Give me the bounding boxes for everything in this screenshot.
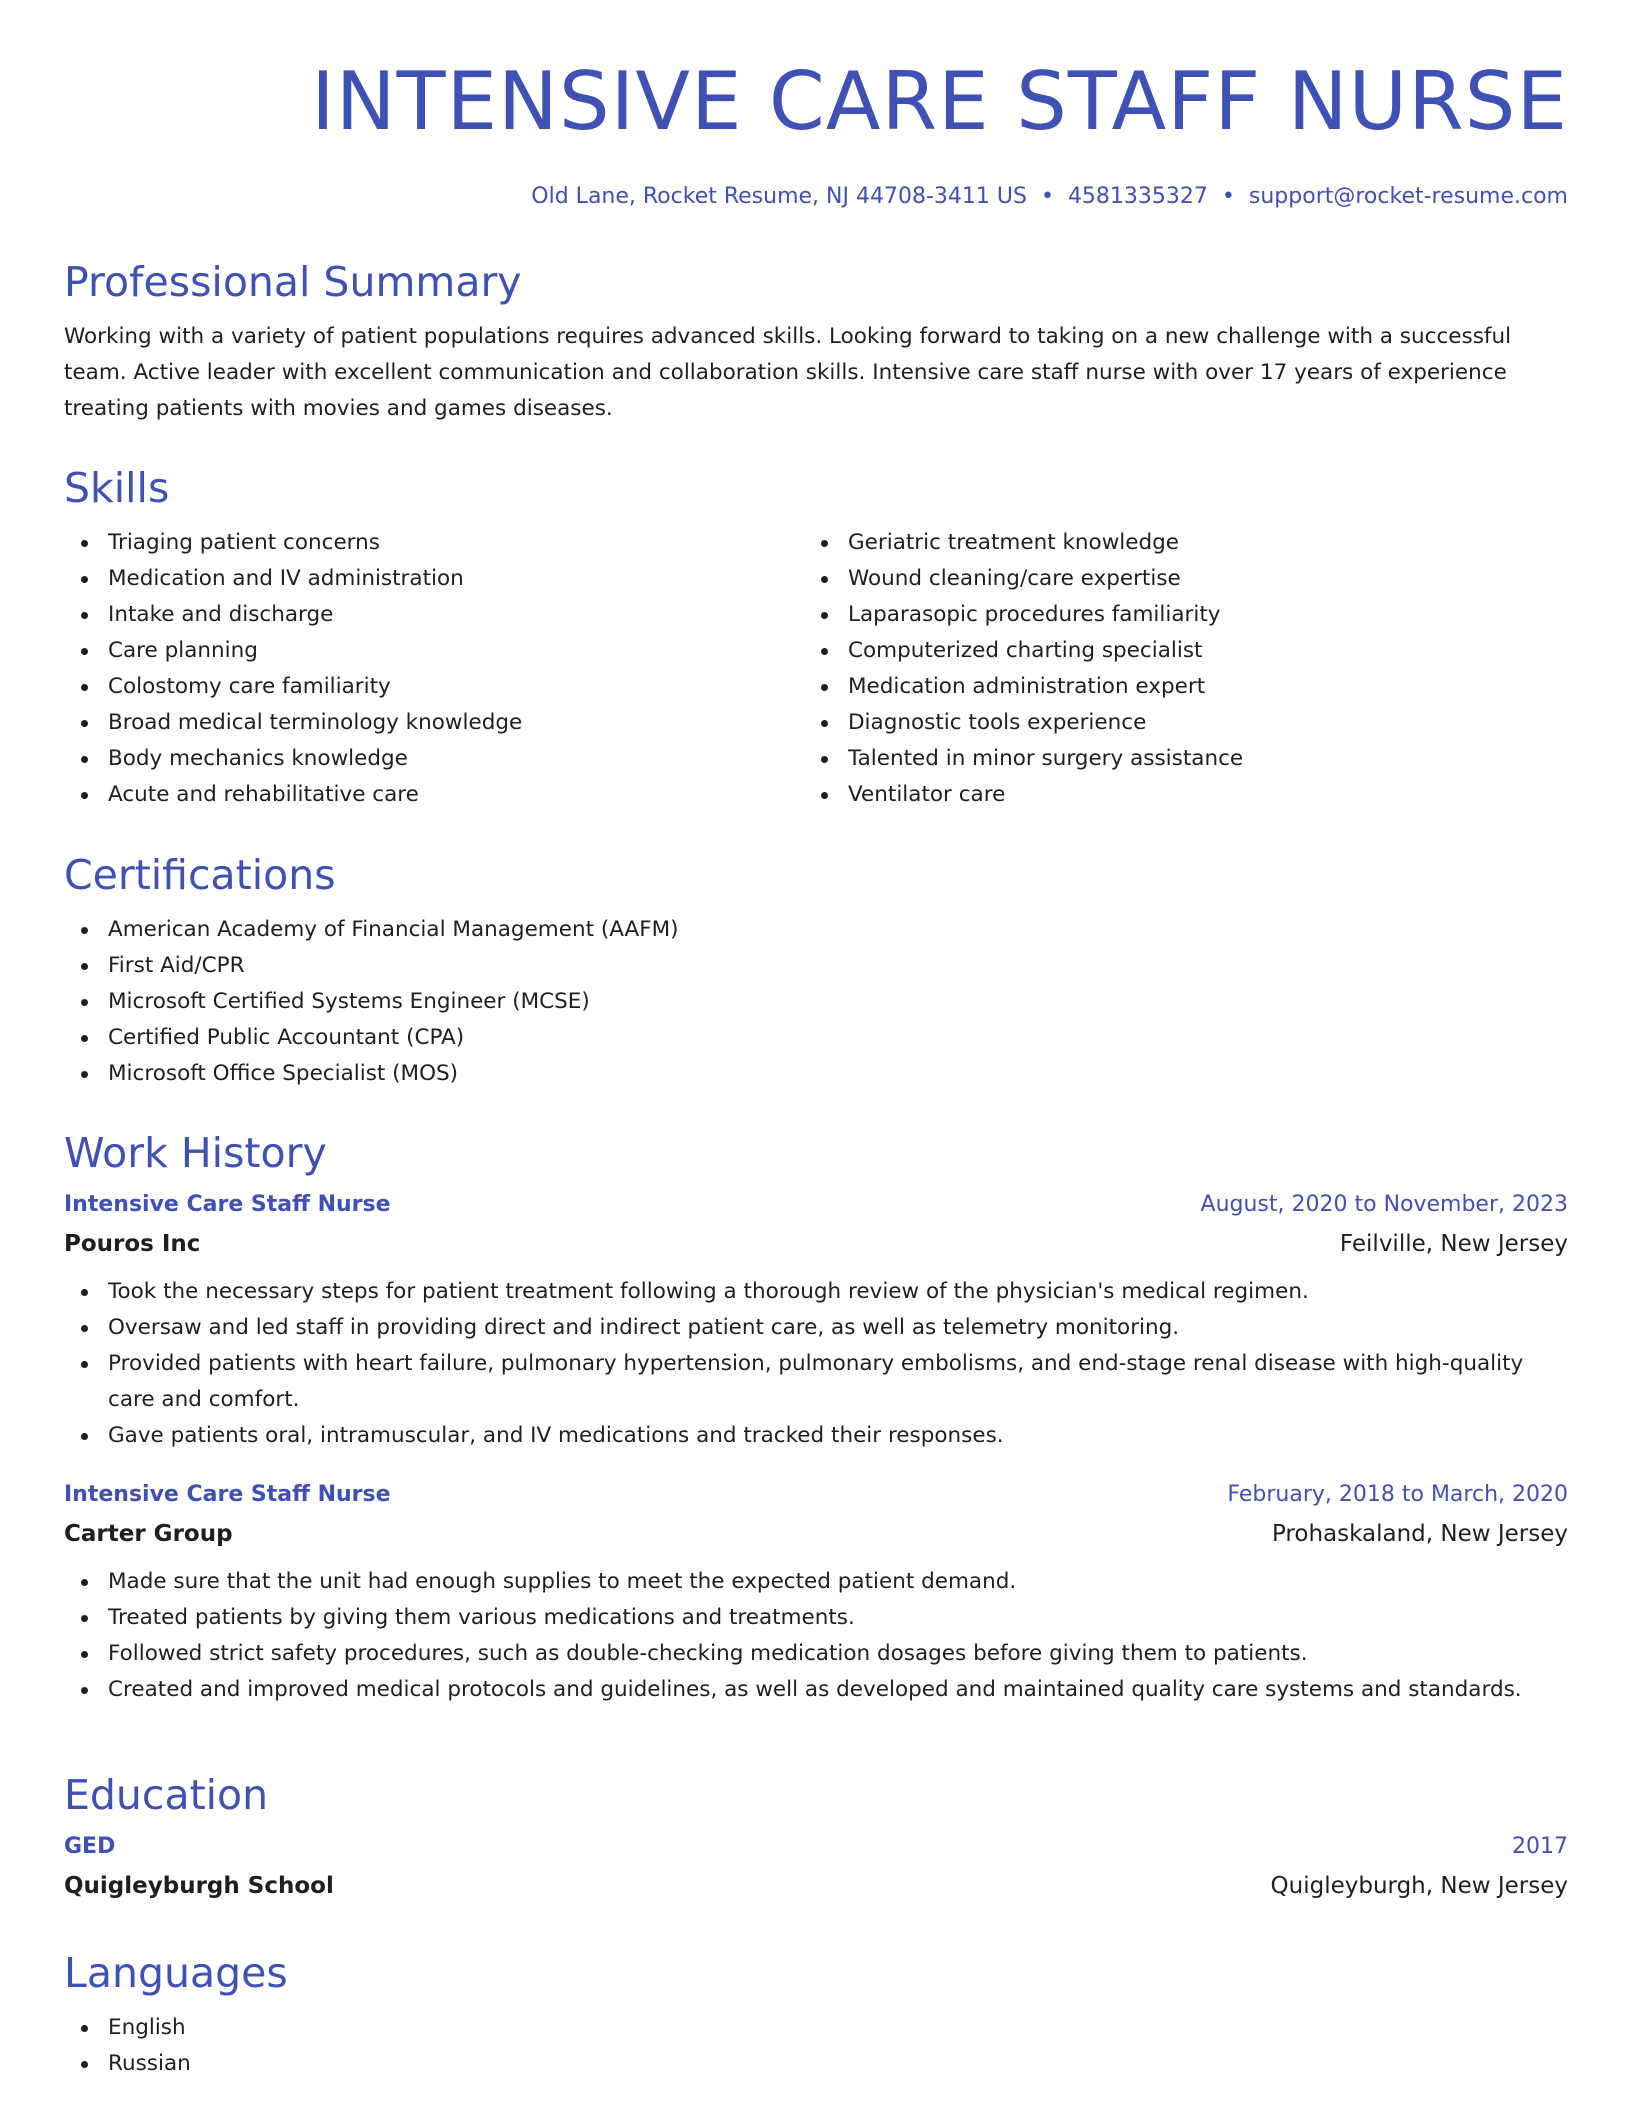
language-item: English (64, 2010, 1568, 2046)
contact-email[interactable]: support@rocket-resume.com (1248, 184, 1568, 209)
job-dates: February, 2018 to March, 2020 (1227, 1482, 1568, 1508)
section-title-summary: Professional Summary (64, 258, 522, 306)
job-location: Prohaskaland, New Jersey (1271, 1521, 1568, 1548)
job-entry (64, 1476, 1568, 1708)
job-bullet: Treated patients by giving them various medications and treatments. (64, 1600, 1568, 1636)
job-entry (64, 1186, 1568, 1454)
job-bullet: Took the necessary steps for patient treatment following a thorough review of the physician's medical regimen. (64, 1274, 1568, 1310)
job-location: Feilville, New Jersey (1339, 1231, 1568, 1258)
job-bullets (64, 1564, 1568, 1708)
education-header (64, 1828, 1568, 1866)
summary-text: Working with a variety of patient populations requires advanced skills. Looking forward to taking on a new challenge with a successful team. Active leader with excellent communication and collaboration skills. Intensive care staff nurse with over 17 years of experience treating patients with movies and games diseases. (64, 324, 1512, 422)
certification-item: Certified Public Accountant (CPA) (64, 1020, 1568, 1056)
job-bullet: Provided patients with heart failure, pulmonary hypertension, pulmonary embolisms, and end-stage renal disease with high-quality care and comfort. (64, 1346, 1568, 1418)
skill-item: Body mechanics knowledge (64, 741, 804, 777)
languages-section (64, 1949, 1568, 2082)
skill-item: Broad medical terminology knowledge (64, 705, 804, 741)
skills-grid (64, 525, 1568, 813)
education-location: Quigleyburgh, New Jersey (1270, 1873, 1568, 1900)
skills-section (64, 464, 1568, 813)
job-header (64, 1186, 1568, 1224)
certification-item: Microsoft Office Specialist (MOS) (64, 1056, 1568, 1092)
skills-list-left (64, 525, 804, 813)
education-degree: GED (64, 1834, 116, 1860)
contact-address: Old Lane, Rocket Resume, NJ 44708-3411 US (531, 184, 1027, 209)
job-company: Carter Group (64, 1521, 233, 1548)
education-year: 2017 (1512, 1834, 1568, 1860)
skill-item: Colostomy care familiarity (64, 669, 804, 705)
contact-phone[interactable]: 4581335327 (1067, 184, 1208, 209)
skills-list-right (804, 525, 1544, 813)
job-bullet: Oversaw and led staff in providing direct and indirect patient care, as well as telemetry monitoring. (64, 1310, 1568, 1346)
education-subheader (64, 1866, 1568, 1906)
skill-item: Triaging patient concerns (64, 525, 804, 561)
contact-separator: • (1040, 184, 1054, 209)
skill-item: Intake and discharge (64, 597, 804, 633)
language-item: Russian (64, 2046, 1568, 2082)
job-title: Intensive Care Staff Nurse (64, 1192, 391, 1218)
skill-item: Wound cleaning/care expertise (804, 561, 1544, 597)
skill-item: Care planning (64, 633, 804, 669)
summary-section (64, 258, 1568, 427)
certification-item: American Academy of Financial Management (AAFM) (64, 912, 1568, 948)
candidate-name: INTENSIVE CARE STAFF NURSE (311, 55, 1568, 148)
section-title-languages: Languages (64, 1949, 288, 1997)
job-dates: August, 2020 to November, 2023 (1200, 1192, 1568, 1218)
work-history-section (64, 1129, 1568, 1708)
job-header (64, 1476, 1568, 1514)
job-bullets (64, 1274, 1568, 1454)
skill-item: Diagnostic tools experience (804, 705, 1544, 741)
section-title-certifications: Certifications (64, 851, 336, 899)
job-bullet: Made sure that the unit had enough supplies to meet the expected patient demand. (64, 1564, 1568, 1600)
skill-item: Talented in minor surgery assistance (804, 741, 1544, 777)
job-title: Intensive Care Staff Nurse (64, 1482, 391, 1508)
section-title-skills: Skills (64, 464, 170, 512)
skill-item: Laparasopic procedures familiarity (804, 597, 1544, 633)
job-bullet: Gave patients oral, intramuscular, and IV medications and tracked their responses. (64, 1418, 1568, 1454)
skill-item: Computerized charting specialist (804, 633, 1544, 669)
section-title-work-history: Work History (64, 1129, 327, 1177)
contact-line (64, 184, 1568, 209)
certifications-list (64, 912, 1568, 1092)
education-school: Quigleyburgh School (64, 1873, 334, 1900)
job-bullet: Followed strict safety procedures, such as double-checking medication dosages before giving them to patients. (64, 1636, 1568, 1672)
skill-item: Ventilator care (804, 777, 1544, 813)
skill-item: Geriatric treatment knowledge (804, 525, 1544, 561)
skill-item: Medication administration expert (804, 669, 1544, 705)
skill-item: Medication and IV administration (64, 561, 804, 597)
section-title-education: Education (64, 1771, 269, 1819)
certifications-section (64, 851, 1568, 1092)
job-bullet: Created and improved medical protocols and guidelines, as well as developed and maintained quality care systems and standards. (64, 1672, 1568, 1708)
education-section (64, 1771, 1568, 1906)
job-subheader (64, 1514, 1568, 1554)
certification-item: First Aid/CPR (64, 948, 1568, 984)
certification-item: Microsoft Certified Systems Engineer (MCSE) (64, 984, 1568, 1020)
skill-item: Acute and rehabilitative care (64, 777, 804, 813)
job-subheader (64, 1224, 1568, 1264)
languages-list (64, 2010, 1568, 2082)
job-company: Pouros Inc (64, 1231, 201, 1258)
contact-separator: • (1221, 184, 1235, 209)
